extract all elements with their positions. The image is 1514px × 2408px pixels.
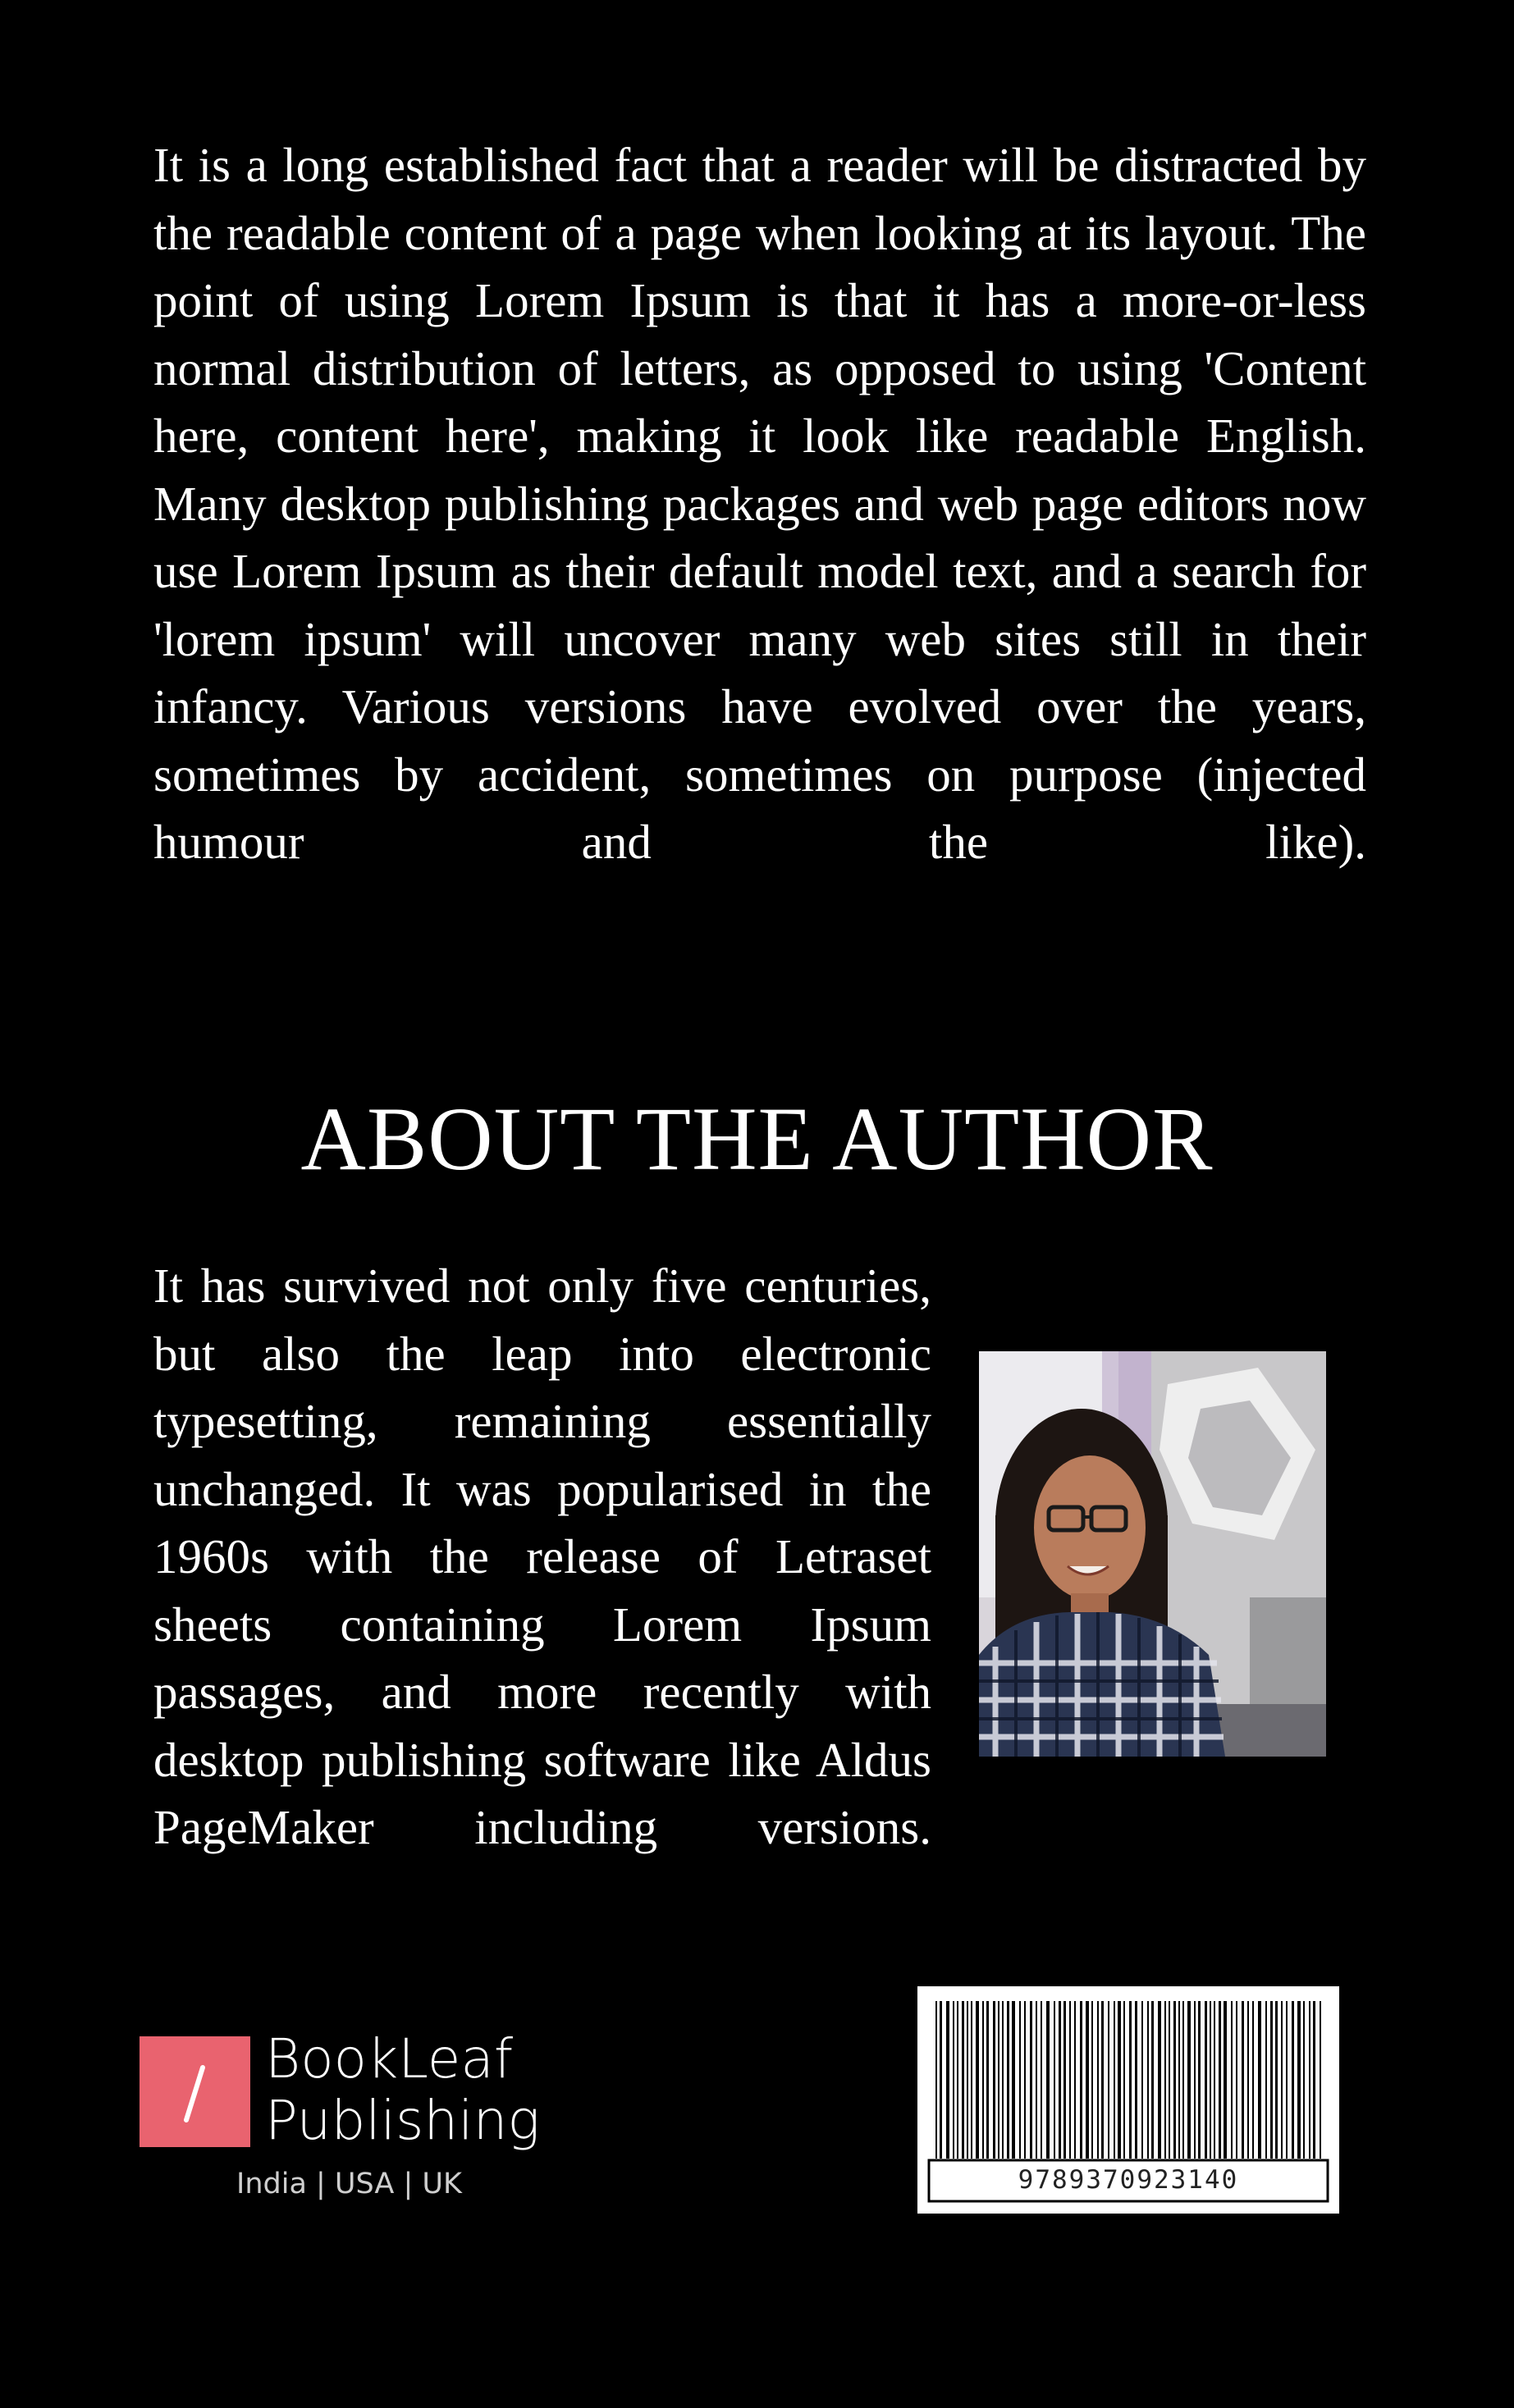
barcode-bar xyxy=(962,2001,964,2159)
barcode-bar xyxy=(1091,2001,1093,2159)
barcode-bar xyxy=(935,2001,937,2159)
barcode-bar xyxy=(986,2001,989,2159)
barcode-bar xyxy=(1059,2001,1061,2159)
barcode-bar xyxy=(1281,2001,1283,2159)
barcode-bar xyxy=(1114,2001,1115,2159)
barcode-bar xyxy=(1224,2001,1227,2159)
barcode-bar xyxy=(1219,2001,1221,2159)
barcode-bar xyxy=(1270,2001,1273,2159)
barcode-bar xyxy=(998,2001,999,2159)
publisher-name xyxy=(265,2028,540,2151)
barcode-bar xyxy=(1286,2001,1288,2159)
barcode-bar xyxy=(1194,2001,1196,2159)
barcode-bar xyxy=(1074,2001,1076,2159)
barcode-bar xyxy=(953,2001,954,2159)
barcode-bar xyxy=(971,2001,972,2159)
barcode-bar xyxy=(1169,2001,1170,2159)
barcode-bar xyxy=(1019,2001,1021,2159)
barcode-bar xyxy=(1205,2001,1207,2159)
barcode-bar xyxy=(1297,2001,1301,2159)
barcode-bar xyxy=(1236,2001,1237,2159)
barcode-bar xyxy=(1086,2001,1089,2159)
barcode-bar xyxy=(1054,2001,1055,2159)
barcode-bar xyxy=(1210,2001,1211,2159)
barcode-bar xyxy=(1069,2001,1071,2159)
barcode-bar xyxy=(1313,2001,1315,2159)
barcode-bar xyxy=(1141,2001,1143,2159)
barcode-bar xyxy=(1030,2001,1032,2159)
barcode-bar xyxy=(976,2001,979,2159)
publisher-regions: India | USA | UK xyxy=(236,2168,462,2200)
barcode-bar xyxy=(1101,2001,1104,2159)
barcode-bar xyxy=(1292,2001,1294,2159)
isbn-number: 9789370923140 xyxy=(1018,2165,1239,2195)
barcode-bar xyxy=(1231,2001,1233,2159)
barcode-bar xyxy=(1173,2001,1176,2159)
barcode-bar xyxy=(1164,2001,1166,2159)
slash-logo-icon xyxy=(140,2036,250,2147)
barcode-bar xyxy=(1036,2001,1037,2159)
isbn-barcode xyxy=(917,1986,1339,2214)
barcode-bar xyxy=(1247,2001,1249,2159)
barcode-bar xyxy=(982,2001,984,2159)
barcode-bar xyxy=(1041,2001,1042,2159)
publisher-name-line2: Publishing xyxy=(265,2089,541,2152)
barcode-bar xyxy=(967,2001,968,2159)
barcode-bar xyxy=(1108,2001,1109,2159)
barcode-bar xyxy=(1303,2001,1305,2159)
publisher-name-line1: BookLeaf xyxy=(265,2027,514,2090)
barcode-bar xyxy=(957,2001,958,2159)
barcode-bar xyxy=(1182,2001,1184,2159)
barcode-bar xyxy=(1258,2001,1261,2159)
barcode-bar xyxy=(1198,2001,1201,2159)
barcode-bar xyxy=(1178,2001,1180,2159)
author-photo xyxy=(979,1351,1326,1757)
barcode-bar xyxy=(1320,2001,1321,2159)
barcode-bar xyxy=(1242,2001,1244,2159)
barcode-bar xyxy=(1214,2001,1215,2159)
barcode-bar xyxy=(1046,2001,1050,2159)
barcode-bar xyxy=(1123,2001,1125,2159)
barcode-bar xyxy=(1129,2001,1132,2159)
barcode-bar xyxy=(1024,2001,1026,2159)
barcode-bar xyxy=(1275,2001,1278,2159)
barcode-bar xyxy=(1158,2001,1161,2159)
about-author-heading: ABOUT THE AUTHOR xyxy=(300,1089,1214,1189)
barcode-bar xyxy=(1265,2001,1267,2159)
barcode-bar xyxy=(1097,2001,1099,2159)
barcode-bar xyxy=(1252,2001,1254,2159)
book-blurb: It is a long established fact that a reader will be distracted by the readable content of a page when looking at its layout. The point of using Lorem Ipsum is that it has a more-or-less normal distribution of letters, as opposed to using 'Content here, content here', making it look like readable English. Many desktop publishing packages and web page editors now use Lorem Ipsum as their default model text, and a search for 'lorem ipsum' will uncover many web sites still in their infancy. Various versions have evolved over the years, sometimes by accident, sometimes on purpose (injected humour and the like). xyxy=(153,138,1366,869)
barcode-bar xyxy=(1151,2001,1154,2159)
barcode-bar xyxy=(1118,2001,1121,2159)
barcode-bar xyxy=(1187,2001,1191,2159)
author-bio: It has survived not only five centuries, but also the leap into electronic typesetting, remaining essentially unchanged. It was popularised in the 1960s with the release of Letraset sheets containing Lorem Ipsum passages, and more recently with desktop publishing software like Aldus PageMaker including versions. xyxy=(153,1259,931,1854)
barcode-bar xyxy=(1080,2001,1082,2159)
barcode-bar xyxy=(940,2001,942,2159)
barcode-bar xyxy=(1147,2001,1149,2159)
barcode-bar xyxy=(1012,2001,1015,2159)
barcode-bar xyxy=(1135,2001,1137,2159)
publisher-logo xyxy=(140,2027,566,2214)
barcode-bar xyxy=(993,2001,995,2159)
barcode-bar xyxy=(1002,2001,1004,2159)
barcode-bar xyxy=(1007,2001,1009,2159)
barcode-bar xyxy=(1309,2001,1310,2159)
barcode-bar xyxy=(946,2001,949,2159)
barcode-bar xyxy=(1063,2001,1066,2159)
